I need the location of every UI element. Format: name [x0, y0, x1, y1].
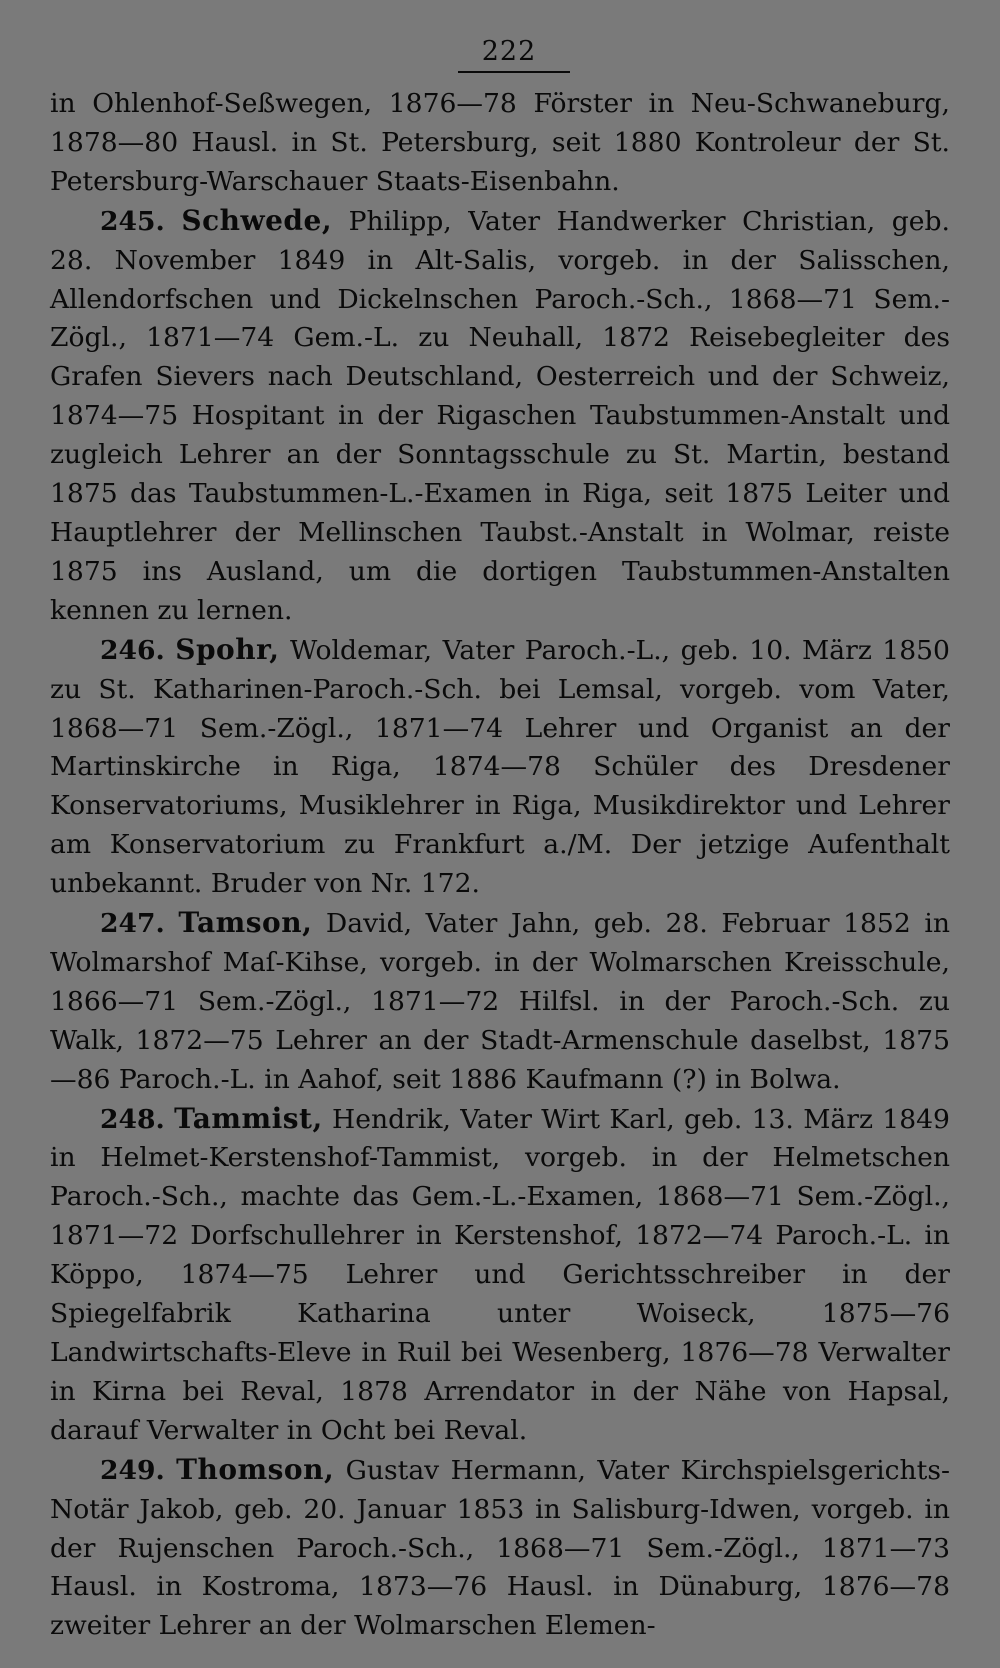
- entry-name: Spohr,: [175, 632, 280, 666]
- entry-name: Tamson,: [178, 906, 313, 940]
- entry-text: in Ohlenhof-Seßwegen, 1876—78 Förster in Neu-Schwaneburg, 1878—80 Hausl. in St. Petersburg, seit 1880 Kontroleur der St. Petersburg-Warschauer Staats-Eisenbahn.: [50, 88, 950, 197]
- entry-name: Schwede,: [181, 203, 333, 237]
- page-number: 222: [481, 36, 537, 67]
- entry-249: [50, 1451, 950, 1647]
- entry-248: [50, 1100, 950, 1451]
- entry-name: Tammist,: [174, 1101, 323, 1135]
- entry-number: 249.: [100, 1454, 165, 1486]
- entry-number: 248.: [100, 1103, 165, 1135]
- entry-name: Thomson,: [176, 1452, 335, 1486]
- entry-247: [50, 904, 950, 1100]
- entry-245: [50, 202, 950, 631]
- entry-number: 247.: [100, 908, 165, 940]
- body-text: [50, 85, 950, 1646]
- entry-number: 245.: [100, 205, 165, 237]
- entry-text: Woldemar, Vater Paroch.-L., geb. 10. März 1850 zu St. Katharinen-Paroch.-Sch. bei Lemsal, vorgeb. vom Vater, 1868—71 Sem.-Zögl., 1871—74 Lehrer und Organist an der Martinskirche in Riga, 1874—78 Schüler des Dresdener Konservatoriums, Musiklehrer in Riga, Musikdirektor und Lehrer am Konservatorium zu Frankfurt a./M. Der jetzige Aufenthalt unbekannt. Bruder von Nr. 172.: [50, 634, 950, 900]
- entry-text: Philipp, Vater Handwerker Christian, geb. 28. November 1849 in Alt-Salis, vorgeb. in der Salisschen, Allendorfschen und Dickelnschen Paroch.-Sch., 1868—71 Sem.-Zögl., 1871—74 Gem.-L. zu Neuhall, 1872 Reisebegleiter des Grafen Sievers nach Deutschland, Oesterreich und der Schweiz, 1874—75 Hospitant in der Rigaschen Taubstummen-Anstalt und zugleich Lehrer an der Sonntagsschule zu St. Martin, bestand 1875 das Taubstummen-L.-Examen in Riga, seit 1875 Leiter und Hauptlehrer der Mellinschen Taubst.-Anstalt in Wolmar, reiste 1875 ins Ausland, um die dortigen Taubstummen-Anstalten kennen zu lernen.: [50, 205, 950, 626]
- entry-text: David, Vater Jahn, geb. 28. Februar 1852 in Wolmarshof Maſ-Kihse, vorgeb. in der Wolmarschen Kreisschule, 1866—71 Sem.-Zögl., 1871—72 Hilfsl. in der Paroch.-Sch. zu Walk, 1872—75 Lehrer an der Stadt-Armenschule daselbst, 1875—86 Paroch.-L. in Aahof, seit 1886 Kaufmann (?) in Bolwa.: [50, 908, 950, 1095]
- header-rule: [458, 71, 570, 73]
- entry-text: Gustav Hermann, Vater Kirchspielsgerichts-Notär Jakob, geb. 20. Januar 1853 in Salisburg-Idwen, vorgeb. in der Rujenschen Paroch.-Sch., 1868—71 Sem.-Zögl., 1871—73 Hausl. in Kostroma, 1873—76 Hausl. in Dünaburg, 1876—78 zweiter Lehrer an der Wolmarschen Elemen-: [50, 1454, 950, 1642]
- entry-number: 246.: [100, 634, 165, 666]
- entry-continuation: [50, 85, 950, 202]
- entry-246: [50, 631, 950, 904]
- entry-text: Hendrik, Vater Wirt Karl, geb. 13. März 1849 in Helmet-Kerstenshof-Tammist, vorgeb. in der Helmetschen Paroch.-Sch., machte das Gem.-L.-Examen, 1868—71 Sem.-Zögl., 1871—72 Dorfschullehrer in Kerstenshof, 1872—74 Paroch.-L. in Köppo, 1874—75 Lehrer und Gerichtsschreiber in der Spiegelfabrik Katharina unter Woiseck, 1875—76 Landwirtschafts-Eleve in Ruil bei Wesenberg, 1876—78 Verwalter in Kirna bei Reval, 1878 Arrendator in der Nähe von Hapsal, darauf Verwalter in Ocht bei Reval.: [50, 1103, 950, 1446]
